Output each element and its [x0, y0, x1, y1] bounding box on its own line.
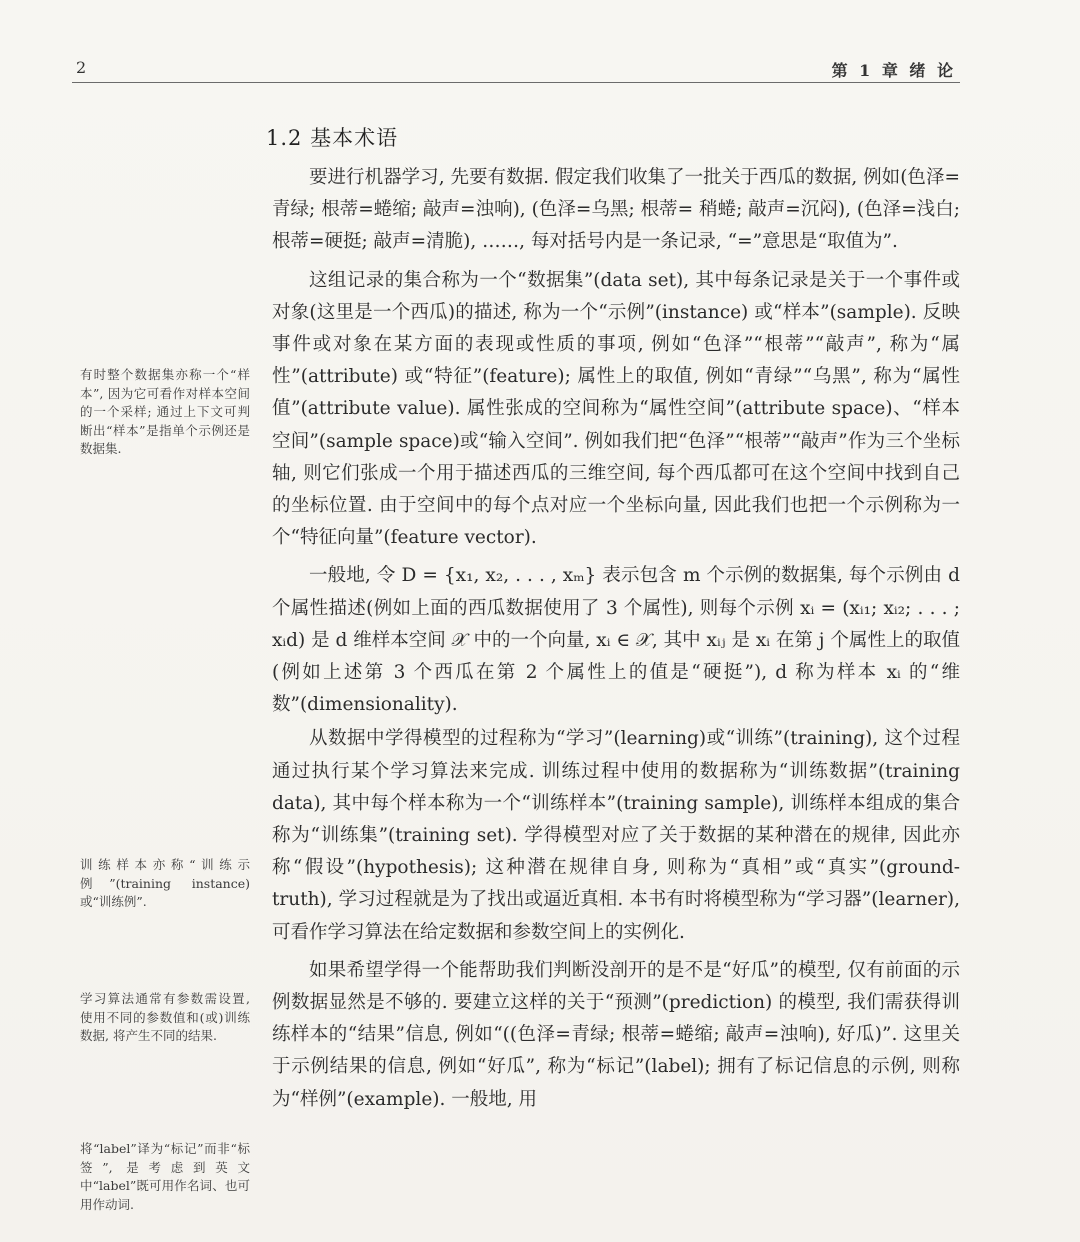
chapter-title: 第 1 章 绪 论 [831, 61, 956, 80]
paragraph-1: 要进行机器学习, 先要有数据. 假定我们收集了一批关于西瓜的数据, 例如(色泽=青绿; 根蒂=蜷缩; 敲声=浊响), (色泽=乌黑; 根蒂= 稍蜷; 敲声=沉闷), (色泽=浅白; 根蒂=硬挺; 敲声=清脆), ……, 每对括号内是一条记录, “=”意思是“取值为”. [272, 167, 960, 253]
paragraph-2: 这组记录的集合称为一个“数据集”(data set), 其中每条记录是关于一个事件或对象(这里是一个西瓜)的描述, 称为一个“示例”(instance) 或“样本”(sample). 反映事件或对象在某方面的表现或性质的事项, 例如“色泽”“根蒂”“敲声”, 称为“属性”(attribute) 或“特征”(feature); 属性上的取值, 例如“青绿”“乌黑”, 称为“属性值”(attribute value). 属性张成的空间称为“属性空间”(attribute space)、“样本空间”(sample space)或“输入空间”. 例如我们把“色泽”“根蒂”“敲声”作为三个坐标轴, 则它们张成一个用于描述西瓜的三维空间, 每个西瓜都可在这个空间中找到自己的坐标位置. 由于空间中的每个点对应一个坐标向量, 因此我们也把一个示例称为一个“特征向量”(feature vector). [272, 269, 960, 549]
paragraph-4: 从数据中学得模型的过程称为“学习”(learning)或“训练”(training), 这个过程通过执行某个学习算法来完成. 训练过程中使用的数据称为“训练数据”(training data), 其中每个样本称为一个“训练样本”(training sample), 训练样本组成的集合称为“训练集”(training set). 学得模型对应了关于数据的某种潜在的规律, 因此亦称“假设”(hypothesis); 这种潜在规律自身, 则称为“真相”或“真实”(ground-truth), 学习过程就是为了找出或逼近真相. 本书有时将模型称为“学习器”(learner), 可看作学习算法在给定数据和参数空间上的实例化. [272, 728, 960, 943]
section-title: 1.2 基本术语 [266, 126, 399, 150]
page-number: 2 [76, 58, 87, 77]
sidenote-sample: 有时整个数据集亦称一个“样本”, 因为它可看作对样本空间的一个采样; 通过上下文可判断出“样本”是指单个示例还是数据集. [80, 367, 250, 456]
paragraph-5: 如果希望学得一个能帮助我们判断没剖开的是不是“好瓜”的模型, 仅有前面的示例数据显然是不够的. 要建立这样的关于“预测”(prediction) 的模型, 我们需获得训练样本的“结果”信息, 例如“((色泽=青绿; 根蒂=蜷缩; 敲声=浊响), 好瓜)”. 这里关于示例结果的信息, 例如“好瓜”, 称为“标记”(label); 拥有了标记信息的示例, 则称为“样例”(example). 一般地, 用 [272, 959, 960, 1110]
sidenote-label: 将“label”译为“标记”而非“标签”, 是考虑到英文中“label”既可用作名词、也可用作动词. [80, 1141, 250, 1212]
page-header [72, 58, 960, 83]
main-text [272, 162, 960, 1116]
sidenote-training-instance: 训练样本亦称“训练示例”(training instance) 或“训练例”. [80, 857, 250, 909]
paragraph-3: 一般地, 令 D = {x₁, x₂, . . . , xₘ} 表示包含 m 个示例的数据集, 每个示例由 d 个属性描述(例如上面的西瓜数据使用了 3 个属性), 则每个示例 xᵢ = (xᵢ₁; xᵢ₂; . . . ; xᵢd) 是 d 维样本空间 𝒳 中的一个向量, xᵢ ∈ 𝒳, 其中 xᵢⱼ 是 xᵢ 在第 j 个属性上的取值(例如上述第 3 个西瓜在第 2 个属性上的值是“硬挺”), d 称为样本 xᵢ 的“维数”(dimensionality). [272, 565, 960, 716]
sidenote-parameters: 学习算法通常有参数需设置, 使用不同的参数值和(或)训练数据, 将产生不同的结果. [80, 991, 250, 1043]
